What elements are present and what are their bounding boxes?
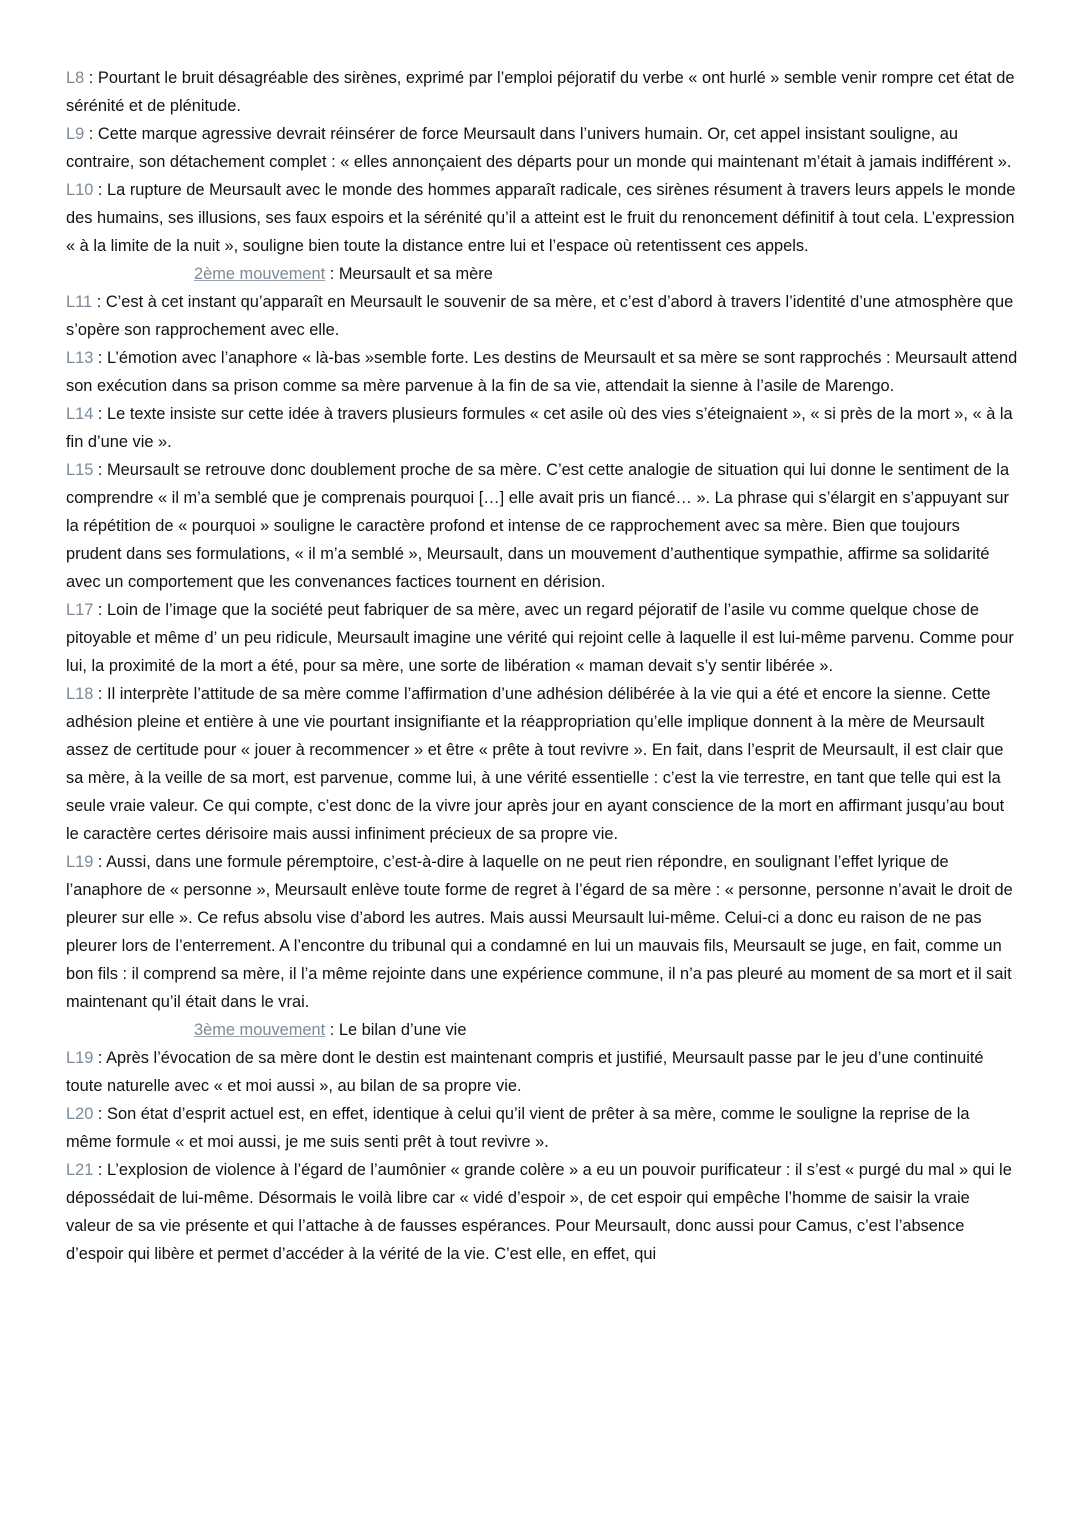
paragraph-text: C’est à cet instant qu’apparaît en Meursault le souvenir de sa mère, et c’est d’abord à travers l’identité d’une atmosphère que s’opère son rapprochement avec elle.: [66, 293, 1014, 339]
document-page: [66, 64, 1018, 1268]
line-ref: L19: [66, 853, 94, 871]
section-title: : Meursault et sa mère: [325, 265, 493, 283]
paragraph-text: Pourtant le bruit désagréable des sirènes, exprimé par l’emploi péjoratif du verbe « ont hurlé » semble venir rompre cet état de sérénité et de plénitude.: [66, 69, 1015, 115]
line-ref: L8: [66, 69, 85, 87]
paragraph-text: Après l’évocation de sa mère dont le destin est maintenant compris et justifié, Meursault passe par le jeu d’une continuité toute naturelle avec « et moi aussi », au bilan de sa propre vie.: [66, 1049, 984, 1095]
line-ref: L18: [66, 685, 94, 703]
paragraph-l13: L13 : L’émotion avec l’anaphore « là-bas »semble forte. Les destins de Meursault et sa mère se sont rapprochés : Meursault attend son exécution dans sa prison comme sa mère parvenue à la fin de sa vie, attendait la sienne à l’asile de Marengo.: [66, 349, 1018, 395]
paragraph-l10: L10 : La rupture de Meursault avec le monde des hommes apparaît radicale, ces sirènes résument à travers leurs appels le monde des humains, ses illusions, ses faux espoirs et la sérénité qu’il a atteint est le fruit du renoncement définitif à tout cela. L’expression « à la limite de la nuit », souligne bien toute la distance entre lui et l’espace où retentissent ces appels.: [66, 181, 1016, 255]
paragraph-l19: L19 : Aussi, dans une formule péremptoire, c’est-à-dire à laquelle on ne peut rien répondre, en soulignant l’effet lyrique de l’anaphore de « personne », Meursault enlève toute forme de regret à l’égard de sa mère : « personne, personne n’avait le droit de pleurer sur elle ». Ce refus absolu vise d’abord les autres. Mais aussi Meursault lui-même. Celui-ci a donc eu raison de ne pas pleurer lors de l’enterrement. A l’encontre du tribunal qui a condamné en lui un mauvais fils, Meursault se juge, en fait, comme un bon fils : il comprend sa mère, il l’a même rejointe dans une expérience commune, il n’a pas pleuré au moment de sa mort et il sait maintenant qu’il était dans le vrai.: [66, 853, 1013, 1011]
paragraph-text: L’émotion avec l’anaphore « là-bas »semble forte. Les destins de Meursault et sa mère se sont rapprochés : Meursault attend son exécution dans sa prison comme sa mère parvenue à la fin de sa vie, attendait la sienne à l’asile de Marengo.: [66, 349, 1018, 395]
line-ref: L11: [66, 293, 93, 311]
paragraph-l17: L17 : Loin de l’image que la société peut fabriquer de sa mère, avec un regard péjoratif de l’asile vu comme quelque chose de pitoyable et même d’ un peu ridicule, Meursault imagine une vérité qui rejoint celle à laquelle il est lui-même parvenu. Comme pour lui, la proximité de la mort a été, pour sa mère, une sorte de libération « maman devait s’y sentir libérée ».: [66, 601, 1014, 675]
paragraph-l14: L14 : Le texte insiste sur cette idée à travers plusieurs formules « cet asile où des vies s’éteignaient », « si près de la mort », « à la fin d’une vie ».: [66, 405, 1013, 451]
section-heading-3: [66, 1016, 1018, 1044]
paragraph-l9: L9 : Cette marque agressive devrait réinsérer de force Meursault dans l’univers humain. Or, cet appel insistant souligne, au contraire, son détachement complet : « elles annonçaient des départs pour un monde qui maintenant m’était à jamais indifférent ».: [66, 125, 1012, 171]
paragraph-l19-b: L19 : Après l’évocation de sa mère dont le destin est maintenant compris et justifié, Meursault passe par le jeu d’une continuité toute naturelle avec « et moi aussi », au bilan de sa propre vie.: [66, 1049, 984, 1095]
paragraph-text: Il interprète l’attitude de sa mère comme l’affirmation d’une adhésion délibérée à la vie qui a été et encore la sienne. Cette adhésion pleine et entière à une vie pourtant insignifiante et la réappropriation qu’elle implique donnent à la mère de Meursault assez de certitude pour « jouer à recommencer » et être « prête à tout revivre ». En fait, dans l’esprit de Meursault, il est clair que sa mère, à la veille de sa mort, est parvenue, comme lui, à une vérité essentielle : c’est la vie terrestre, en tant que telle qui est la seule vraie valeur. Ce qui compte, c’est donc de la vivre jour après jour en ayant conscience de la mort en affirmant jusqu’au bout le caractère certes dérisoire mais aussi infiniment précieux de sa propre vie.: [66, 685, 1005, 843]
line-ref: L20: [66, 1105, 94, 1123]
line-ref: L15: [66, 461, 94, 479]
paragraph-text: La rupture de Meursault avec le monde des hommes apparaît radicale, ces sirènes résument à travers leurs appels le monde des humains, ses illusions, ses faux espoirs et la sérénité qu’il a atteint est le fruit du renoncement définitif à tout cela. L’expression « à la limite de la nuit », souligne bien toute la distance entre lui et l’espace où retentissent ces appels.: [66, 181, 1016, 255]
paragraph-text: Aussi, dans une formule péremptoire, c’est-à-dire à laquelle on ne peut rien répondre, en soulignant l’effet lyrique de l’anaphore de « personne », Meursault enlève toute forme de regret à l’égard de sa mère : « personne, personne n’avait le droit de pleurer sur elle ». Ce refus absolu vise d’abord les autres. Mais aussi Meursault lui-même. Celui-ci a donc eu raison de ne pas pleurer lors de l’enterrement. A l’encontre du tribunal qui a condamné en lui un mauvais fils, Meursault se juge, en fait, comme un bon fils : il comprend sa mère, il l’a même rejointe dans une expérience commune, il n’a pas pleuré au moment de sa mort et il sait maintenant qu’il était dans le vrai.: [66, 853, 1013, 1011]
paragraph-text: Cette marque agressive devrait réinsérer de force Meursault dans l’univers humain. Or, cet appel insistant souligne, au contraire, son détachement complet : « elles annonçaient des départs pour un monde qui maintenant m’était à jamais indifférent ».: [66, 125, 1012, 171]
line-ref: L17: [66, 601, 94, 619]
paragraph-l15: L15 : Meursault se retrouve donc doublement proche de sa mère. C’est cette analogie de situation qui lui donne le sentiment de la comprendre « il m’a semblé que je comprenais pourquoi […] elle avait pris un fiancé… ». La phrase qui s’élargit en s’appuyant sur la répétition de « pourquoi » souligne le caractère profond et intense de ce rapprochement avec sa mère. Bien que toujours prudent dans ses formulations, « il m’a semblé », Meursault, dans un mouvement d’authentique sympathie, affirme sa solidarité avec un comportement que les convenances factices tournent en dérision.: [66, 461, 1010, 591]
paragraph-text: Meursault se retrouve donc doublement proche de sa mère. C’est cette analogie de situation qui lui donne le sentiment de la comprendre « il m’a semblé que je comprenais pourquoi […] elle avait pris un fiancé… ». La phrase qui s’élargit en s’appuyant sur la répétition de « pourquoi » souligne le caractère profond et intense de ce rapprochement avec sa mère. Bien que toujours prudent dans ses formulations, « il m’a semblé », Meursault, dans un mouvement d’authentique sympathie, affirme sa solidarité avec un comportement que les convenances factices tournent en dérision.: [66, 461, 1010, 591]
line-ref: L19: [66, 1049, 94, 1067]
line-ref: L14: [66, 405, 94, 423]
section-title: : Le bilan d’une vie: [325, 1021, 467, 1039]
paragraph-text: Loin de l’image que la société peut fabriquer de sa mère, avec un regard péjoratif de l’asile vu comme quelque chose de pitoyable et même d’ un peu ridicule, Meursault imagine une vérité qui rejoint celle à laquelle il est lui-même parvenu. Comme pour lui, la proximité de la mort a été, pour sa mère, une sorte de libération « maman devait s’y sentir libérée ».: [66, 601, 1014, 675]
line-ref: L21: [66, 1161, 94, 1179]
paragraph-l8: L8 : Pourtant le bruit désagréable des sirènes, exprimé par l’emploi péjoratif du verbe « ont hurlé » semble venir rompre cet état de sérénité et de plénitude.: [66, 69, 1015, 115]
section-link[interactable]: 2ème mouvement: [194, 265, 326, 283]
section-link[interactable]: 3ème mouvement: [194, 1021, 326, 1039]
section-heading-2: [66, 260, 1018, 288]
paragraph-text: Le texte insiste sur cette idée à travers plusieurs formules « cet asile où des vies s’éteignaient », « si près de la mort », « à la fin d’une vie ».: [66, 405, 1013, 451]
paragraph-l20: L20 : Son état d’esprit actuel est, en effet, identique à celui qu’il vient de prêter à sa mère, comme le souligne la reprise de la même formule « et moi aussi, je me suis senti prêt à tout revivre ».: [66, 1105, 970, 1151]
paragraph-l18: L18 : Il interprète l’attitude de sa mère comme l’affirmation d’une adhésion délibérée à la vie qui a été et encore la sienne. Cette adhésion pleine et entière à une vie pourtant insignifiante et la réappropriation qu’elle implique donnent à la mère de Meursault assez de certitude pour « jouer à recommencer » et être « prête à tout revivre ». En fait, dans l’esprit de Meursault, il est clair que sa mère, à la veille de sa mort, est parvenue, comme lui, à une vérité essentielle : c’est la vie terrestre, en tant que telle qui est la seule vraie valeur. Ce qui compte, c’est donc de la vivre jour après jour en ayant conscience de la mort en affirmant jusqu’au bout le caractère certes dérisoire mais aussi infiniment précieux de sa propre vie.: [66, 685, 1005, 843]
line-ref: L13: [66, 349, 94, 367]
paragraph-text: Son état d’esprit actuel est, en effet, identique à celui qu’il vient de prêter à sa mère, comme le souligne la reprise de la même formule « et moi aussi, je me suis senti prêt à tout revivre ».: [66, 1105, 970, 1151]
line-ref: L9: [66, 125, 85, 143]
paragraph-text: L’explosion de violence à l’égard de l’aumônier « grande colère » a eu un pouvoir purificateur : il s’est « purgé du mal » qui le dépossédait de lui-même. Désormais le voilà libre car « vidé d’espoir », de cet espoir qui empêche l’homme de saisir la vraie valeur de sa vie présente et qui l’attache à de fausses espérances. Pour Meursault, donc aussi pour Camus, c’est l’absence d’espoir qui libère et permet d’accéder à la vérité de la vie. C’est elle, en effet, qui: [66, 1161, 1012, 1263]
line-ref: L10: [66, 181, 94, 199]
paragraph-l11: L11 : C’est à cet instant qu’apparaît en Meursault le souvenir de sa mère, et c’est d’abord à travers l’identité d’une atmosphère que s’opère son rapprochement avec elle.: [66, 293, 1014, 339]
paragraph-l21: L21 : L’explosion de violence à l’égard de l’aumônier « grande colère » a eu un pouvoir purificateur : il s’est « purgé du mal » qui le dépossédait de lui-même. Désormais le voilà libre car « vidé d’espoir », de cet espoir qui empêche l’homme de saisir la vraie valeur de sa vie présente et qui l’attache à de fausses espérances. Pour Meursault, donc aussi pour Camus, c’est l’absence d’espoir qui libère et permet d’accéder à la vérité de la vie. C’est elle, en effet, qui: [66, 1161, 1012, 1263]
